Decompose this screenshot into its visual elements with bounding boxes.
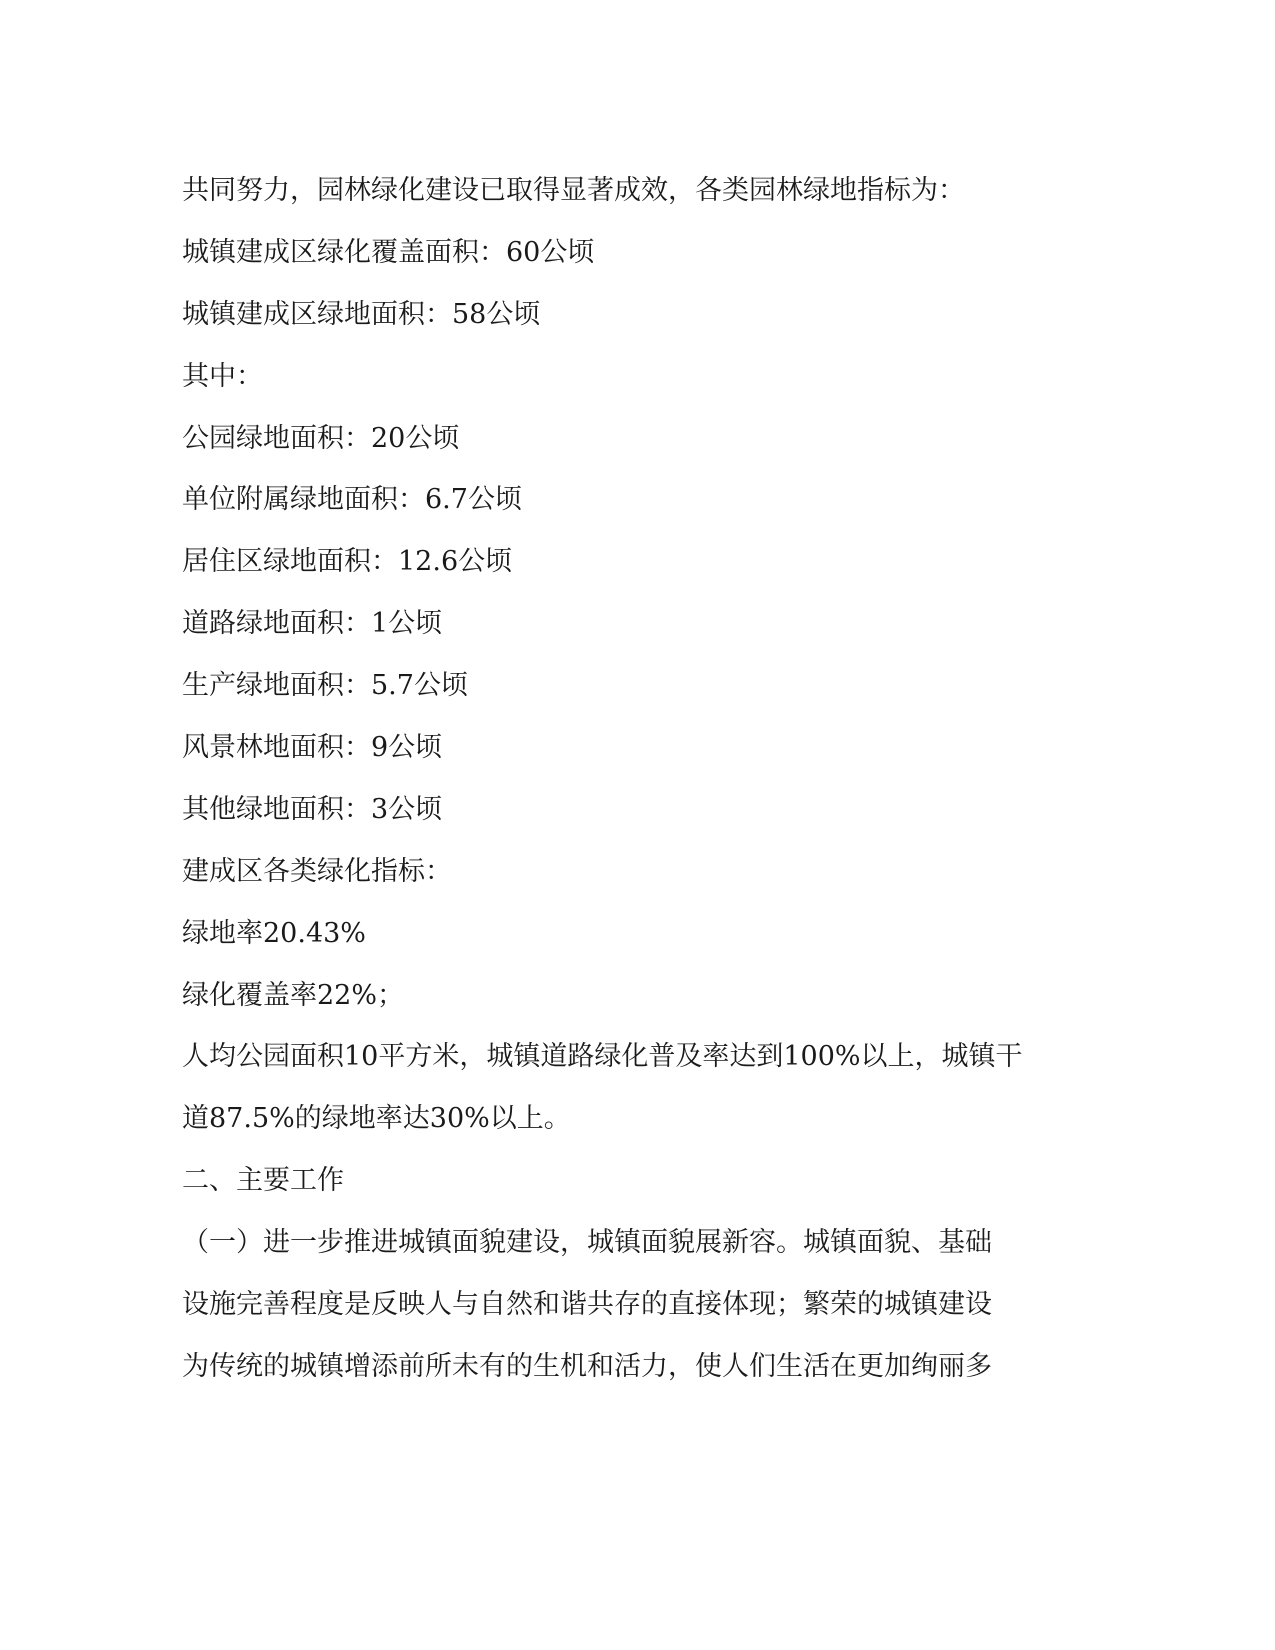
text-line: 城镇建成区绿化覆盖面积：60公顷 xyxy=(182,236,595,268)
text-line: 其中： xyxy=(182,360,263,392)
text-line: 单位附属绿地面积：6.7公顷 xyxy=(182,484,522,516)
text-line: 绿地率20.43% xyxy=(182,917,366,949)
text-line: 风景林地面积：9公顷 xyxy=(182,732,443,764)
text-line: 设施完善程度是反映人与自然和谐共存的直接体现；繁荣的城镇建设 xyxy=(182,1289,992,1321)
text-line: 道87.5%的绿地率达30%以上。 xyxy=(182,1103,571,1135)
text-line: 人均公园面积10平方米，城镇道路绿化普及率达到100%以上，城镇干 xyxy=(182,1041,1023,1073)
text-line: 公园绿地面积：20公顷 xyxy=(182,422,460,454)
text-line: 为传统的城镇增添前所未有的生机和活力，使人们生活在更加绚丽多 xyxy=(182,1350,992,1382)
text-line: 绿化覆盖率22%； xyxy=(182,979,405,1011)
text-line: （一）进一步推进城镇面貌建设，城镇面貌展新容。城镇面貌、基础 xyxy=(182,1227,992,1259)
text-line: 城镇建成区绿地面积：58公顷 xyxy=(182,298,541,330)
text-line: 道路绿地面积：1公顷 xyxy=(182,608,443,640)
text-line: 生产绿地面积：5.7公顷 xyxy=(182,670,468,702)
section-heading: 二、主要工作 xyxy=(182,1165,344,1197)
text-line: 居住区绿地面积：12.6公顷 xyxy=(182,546,513,578)
text-line: 共同努力，园林绿化建设已取得显著成效，各类园林绿地指标为： xyxy=(182,175,965,206)
body-text xyxy=(182,160,1032,1398)
text-line: 建成区各类绿化指标： xyxy=(182,855,452,887)
text-line: 其他绿地面积：3公顷 xyxy=(182,793,443,825)
